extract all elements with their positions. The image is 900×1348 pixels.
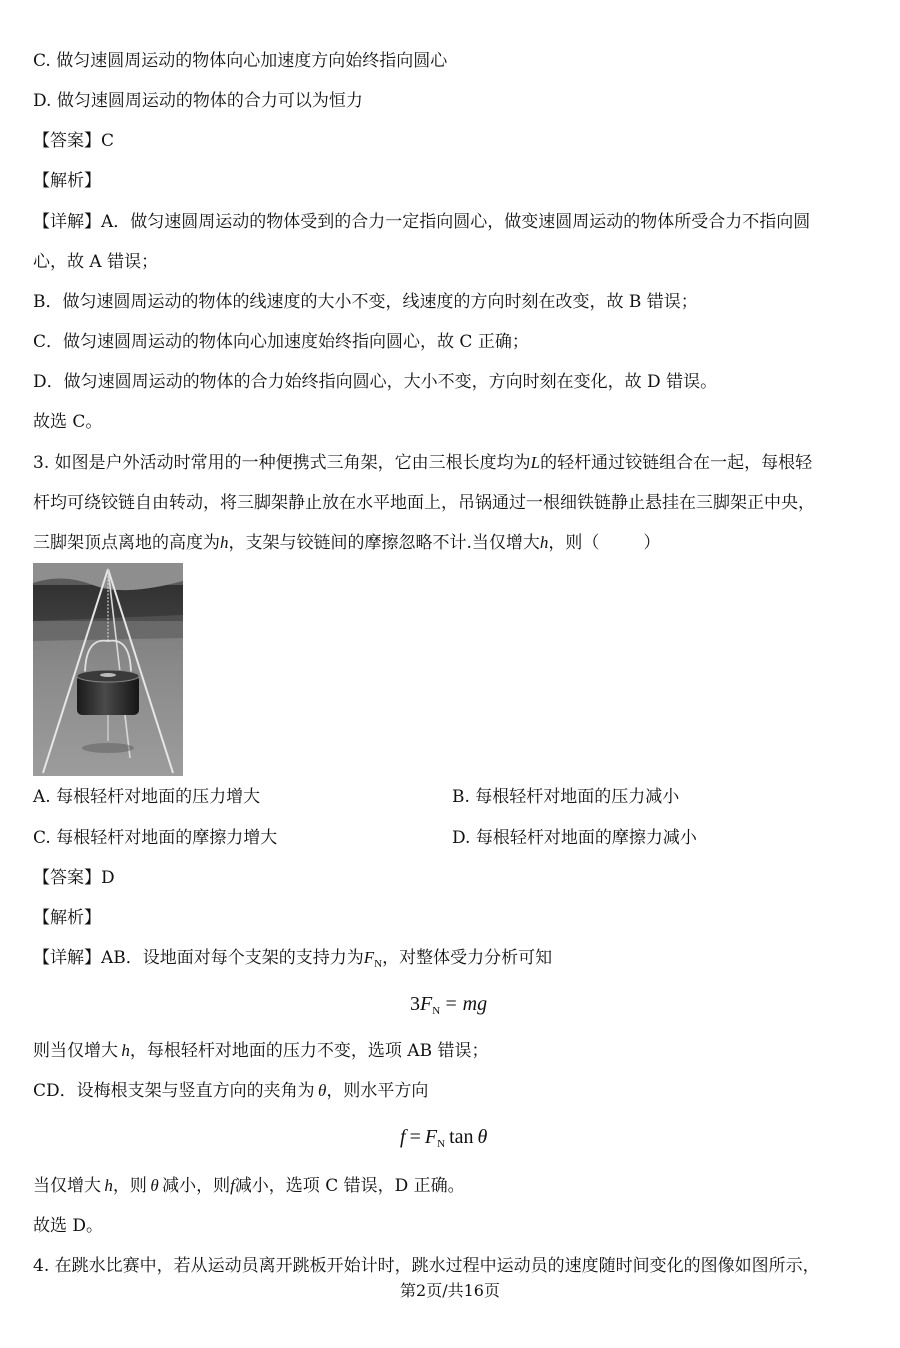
q3-then-line: 则当仅增大 h，每根轻杆对地面的压力不变，选项 AB 错误； — [33, 1041, 489, 1061]
tripod-photo — [33, 563, 183, 776]
q3-stem-line1: 3. 如图是户外活动时常用的一种便携式三角架，它由三根长度均为L的轻杆通过铰链组合在一起，每根轻 — [33, 453, 813, 473]
q3-analysis-label: 【解析】 — [33, 908, 101, 928]
q3-detail-ab: 【详解】AB．设地面对每个支架的支持力为$F_N$，对整体受力分析可知 — [33, 948, 553, 970]
q3-stem-line2: 杆均可绕铰链自由转动，将三脚架静止放在水平地面上，吊锅通过一根细铁链静止悬挂在三脚架正中央， — [33, 493, 815, 513]
equation-friction: $f = F_N$ tan θ — [400, 1126, 488, 1150]
q2-option-d: D. 做匀速圆周运动的物体的合力可以为恒力 — [33, 91, 363, 111]
q4-stem-line1: 4. 在跳水比赛中，若从运动员离开跳板开始计时，跳水过程中运动员的速度随时间变化的图像如图所示， — [33, 1256, 820, 1276]
page-number: 第2页/共16页 — [400, 1281, 500, 1300]
q2-detail-d: D．做匀速圆周运动的物体的合力始终指向圆心，大小不变，方向时刻在变化，故 D 错误。 — [33, 372, 718, 392]
equation-force-balance: $3F_N$ = mg — [410, 993, 488, 1017]
q3-answer: 【答案】D — [33, 868, 115, 888]
q3-option-a: A. 每根轻杆对地面的压力增大 — [33, 787, 261, 807]
q3-conclusion: 故选 D。 — [33, 1216, 104, 1236]
q2-detail-line1: 【详解】A．做匀速圆周运动的物体受到的合力一定指向圆心，做变速圆周运动的物体所受合力不指向圆 — [33, 212, 811, 232]
q2-detail-c: C．做匀速圆周运动的物体向心加速度始终指向圆心，故 C 正确； — [33, 332, 529, 352]
q3-option-d: D. 每根轻杆对地面的摩擦力减小 — [452, 828, 697, 848]
q3-option-c: C. 每根轻杆对地面的摩擦力增大 — [33, 828, 278, 848]
q3-option-b: B. 每根轻杆对地面的压力减小 — [452, 787, 680, 807]
q2-conclusion: 故选 C。 — [33, 412, 103, 432]
q2-detail-line2: 心，故 A 错误； — [33, 252, 159, 272]
var-L: L — [530, 453, 541, 472]
q3-detail-cd: CD．设梅根支架与竖直方向的夹角为 θ，则水平方向 — [33, 1081, 429, 1101]
q2-option-c: C. 做匀速圆周运动的物体向心加速度方向始终指向圆心 — [33, 51, 448, 71]
q3-when-line: 当仅增大 h，则 θ 减小，则f减小，选项 C 错误，D 正确。 — [33, 1176, 465, 1196]
q2-detail-b: B．做匀速圆周运动的物体的线速度的大小不变，线速度的方向时刻在改变，故 B 错误； — [33, 292, 698, 312]
q3-stem-line3: 三脚架顶点离地的高度为h，支架与铰链间的摩擦忽略不计.当仅增大h，则（ ） — [33, 533, 661, 553]
q2-answer: 【答案】C — [33, 131, 115, 151]
q2-analysis-label: 【解析】 — [33, 171, 101, 191]
